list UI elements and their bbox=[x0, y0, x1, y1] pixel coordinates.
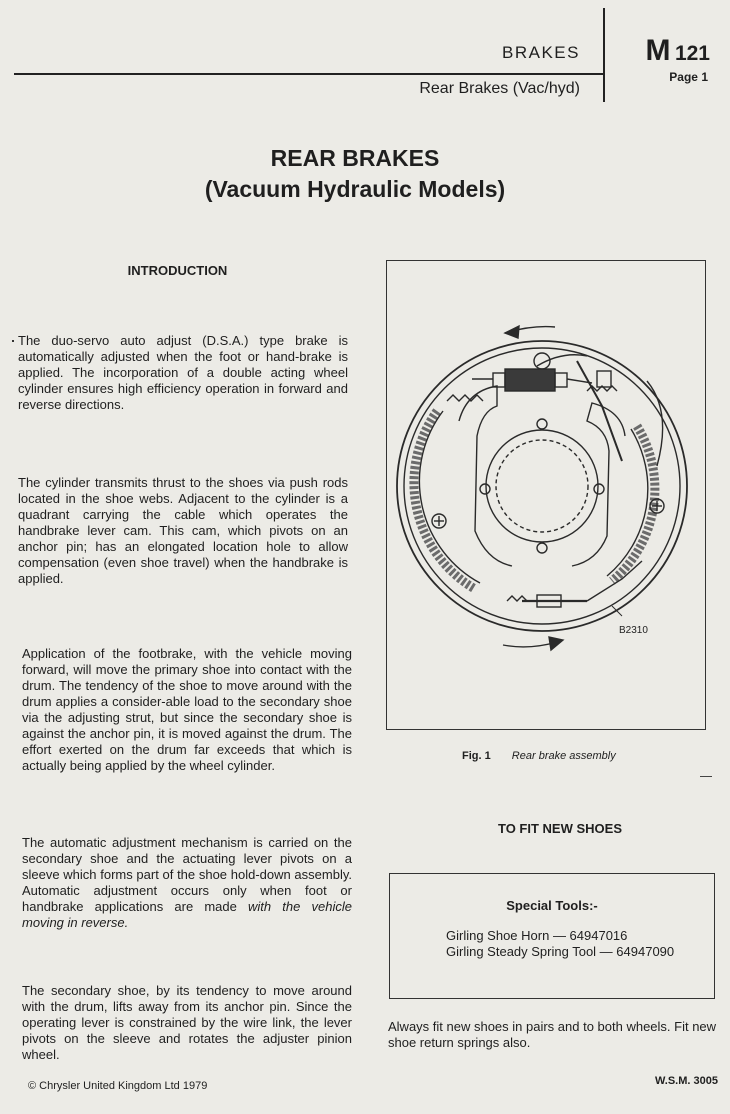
figure-caption bbox=[462, 750, 712, 762]
intro-paragraph-1: The duo-servo auto adjust (D.S.A.) type brake is automatically adjusted when the foot or hand-brake is applied. The incorporation of a double acting wheel cylinder ensures high efficiency operation in forward and reverse directions. bbox=[18, 333, 348, 412]
special-tools-box bbox=[389, 873, 715, 999]
tool-item: Girling Steady Spring Tool — 64947090 bbox=[446, 944, 675, 959]
dash-mark bbox=[700, 776, 712, 777]
stray-mark bbox=[12, 340, 14, 342]
manual-reference: W.S.M. 3005 bbox=[655, 1075, 718, 1087]
fit-new-shoes-heading: TO FIT NEW SHOES bbox=[498, 821, 622, 836]
special-tools-list bbox=[446, 928, 676, 960]
figure-number: Fig. 1 bbox=[462, 750, 491, 762]
tool-item: Girling Shoe Horn — 64947016 bbox=[446, 928, 628, 943]
subsection-title: Rear Brakes (Vac/hyd) bbox=[419, 80, 580, 97]
fit-shoes-note: Always fit new shoes in pairs and to both wheels. Fit new shoe return springs also. bbox=[388, 1019, 717, 1050]
header-divider bbox=[603, 8, 605, 102]
page-number: Page 1 bbox=[669, 70, 708, 84]
intro-paragraph-4 bbox=[22, 835, 352, 931]
figure-reference: B2310 bbox=[619, 625, 648, 636]
intro-paragraph-3: Application of the footbrake, with the vehicle moving forward, will move the primary shoe into contact with the drum. The tendency of the shoe to move around with the drum applies a consider-able load to the secondary shoe via the adjusting strut, but since the secondary shoe is against the anchor pin, it is moved against the drum. The effort exerted on the drum far exceeds that which is actually being applied by the wheel cylinder. bbox=[22, 646, 352, 773]
section-title: BRAKES bbox=[502, 43, 580, 62]
brake-assembly-illustration bbox=[387, 261, 707, 731]
intro-paragraph-5: The secondary shoe, by its tendency to move around with the drum, lifts away from its anchor pin. Since the operating lever is constrained by the wire link, the lever pivots on the sleeve and rotates the adjuster pinion wheel. bbox=[22, 983, 352, 1062]
rotation-arrow-bottom bbox=[503, 642, 557, 647]
header-rule bbox=[14, 73, 604, 75]
manual-code bbox=[612, 34, 710, 68]
para-4-text: The automatic adjustment mechanism is carried on the secondary shoe and the actuating lever pivots on a sleeve which forms part of the shoe hold-down assembly. Automatic adjustment occurs only when foot or handbrake applications are made bbox=[22, 835, 352, 914]
code-letter: M bbox=[645, 34, 671, 67]
code-number: 121 bbox=[674, 42, 710, 65]
figure-frame bbox=[386, 260, 706, 730]
special-tools-heading: Special Tools:- bbox=[506, 898, 598, 913]
page-title: REAR BRAKES bbox=[270, 145, 440, 171]
introduction-heading: INTRODUCTION bbox=[127, 263, 228, 278]
copyright-notice: © Chrysler United Kingdom Ltd 1979 bbox=[28, 1080, 208, 1092]
intro-paragraph-2: The cylinder transmits thrust to the shoes via push rods located in the shoe webs. Adjacent to the cylinder is a quadrant carrying the cable which operates the handbrake lever cam. This cam, which pivots on an anchor pin; has an elongated location hole to allow compensation (even shoe travel) when the handbrake is applied. bbox=[18, 475, 348, 586]
page-subtitle: (Vacuum Hydraulic Models) bbox=[204, 176, 506, 202]
para-4-emphasis: with the vehicle moving in reverse. bbox=[22, 899, 352, 930]
figure-caption-text: Rear brake assembly bbox=[511, 750, 616, 762]
